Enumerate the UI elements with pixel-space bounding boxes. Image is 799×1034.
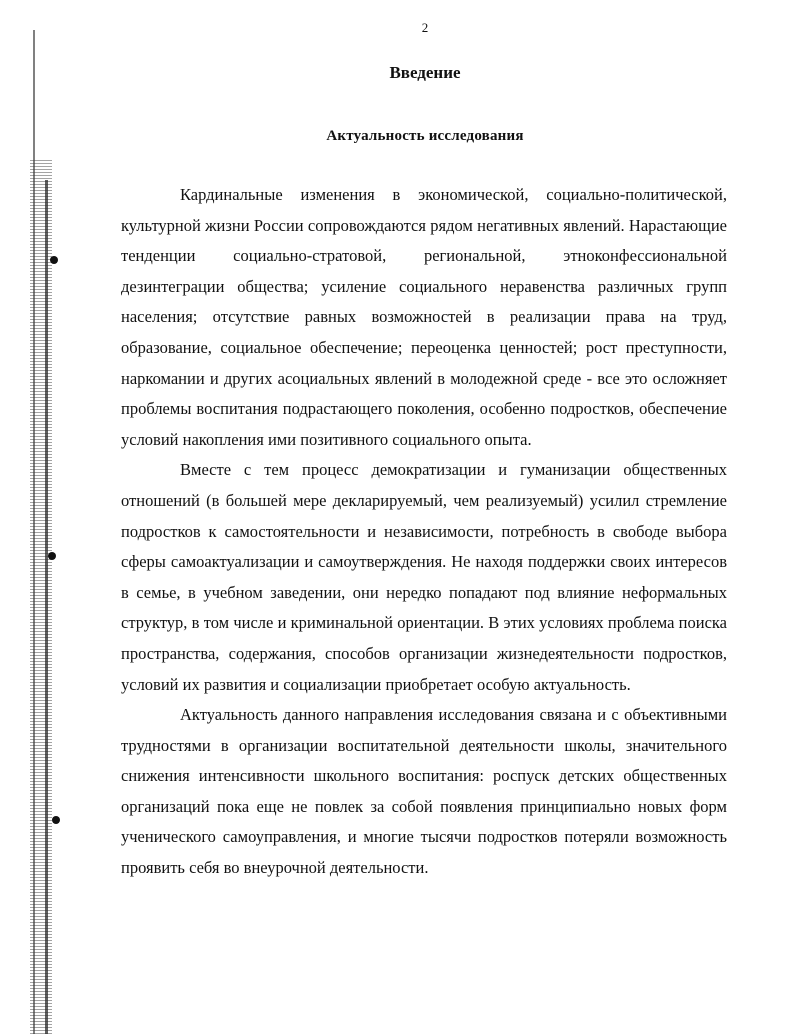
body-text bbox=[121, 180, 727, 884]
scan-binding-shadow bbox=[45, 180, 48, 1034]
binding-hole-2 bbox=[48, 552, 56, 560]
paragraph-2: Вместе с тем процесс демократизации и гуманизации общественных отношений (в большей мере декларируемый, чем реализуемый) усилил стремление подростков к самостоятельности и независимости, потребность в свободе выбора сферы самоактуализации и самоутверждения. Не находя поддержки своих интересов в семье, в учебном заведении, они нередко попадают под влияние неформальных структур, в том числе и криминальной ориентации. В этих условиях проблема поиска пространства, содержания, способов организации жизнедеятельности подростков, условий их развития и социализации приобретает особую актуальность. bbox=[121, 460, 727, 694]
paragraph-1: Кардинальные изменения в экономической, социально-политической, культурной жизни России сопровождаются рядом негативных явлений. Нарастающие тенденции социально-стратовой, региональной, этноконфессиональной дезинтеграции общества; усиление социального неравенства различных групп населения; отсутствие равных возможностей в реализации права на труд, образование, социальное обеспечение; переоценка ценностей; рост преступности, наркомании и других асоциальных явлений в молодежной среде - все это осложняет проблемы воспитания подрастающего поколения, особенно подростков, обеспечение условий накопления ими позитивного социального опыта. bbox=[121, 185, 727, 449]
page-title: Введение bbox=[389, 63, 461, 82]
scan-binding-edge bbox=[30, 160, 52, 1034]
section-heading: Актуальность исследования bbox=[326, 128, 524, 144]
binding-hole-3 bbox=[52, 816, 60, 824]
paragraph-3: Актуальность данного направления исследования связана и с объективными трудностями в организации воспитательной деятельности школы, значительного снижения интенсивности школьного воспитания: роспуск детских общественных организаций пока еще не повлек за собой появления принципиально новых форм ученического самоуправления, и многие тысячи подростков потеряли возможность проявить себя во внеурочной деятельности. bbox=[121, 705, 727, 878]
page-number: 2 bbox=[421, 20, 429, 35]
binding-hole-1 bbox=[50, 256, 58, 264]
